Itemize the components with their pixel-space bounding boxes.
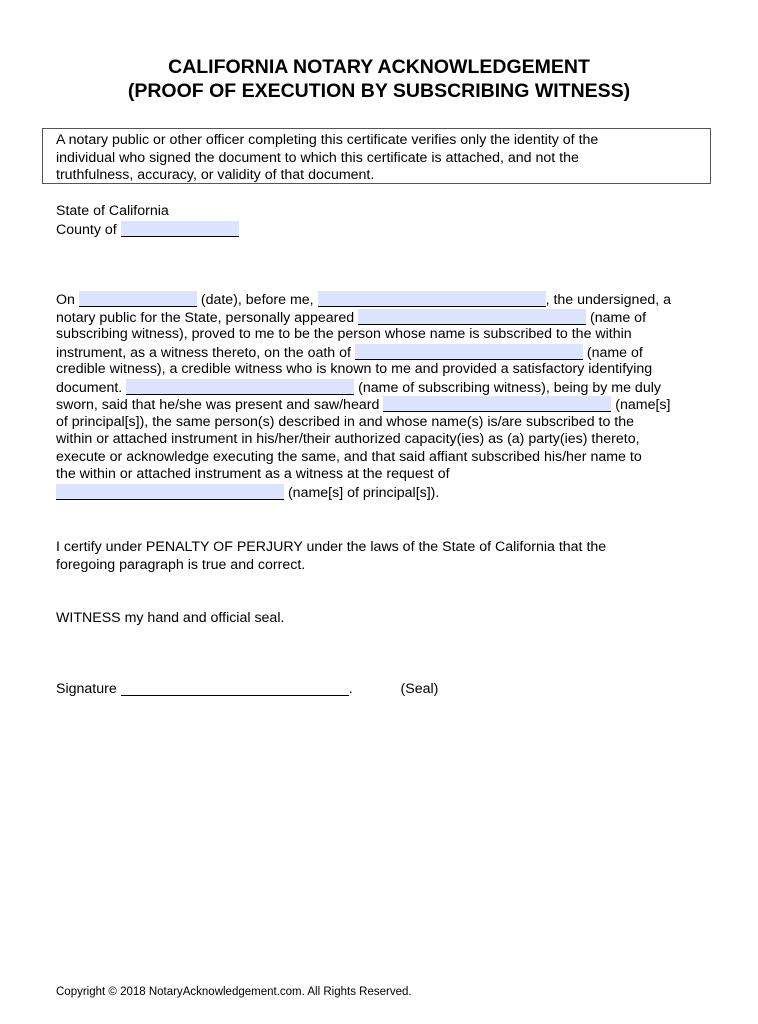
document-title: CALIFORNIA NOTARY ACKNOWLEDGEMENT <box>168 56 590 78</box>
text: On <box>56 292 75 308</box>
county-row <box>56 221 239 240</box>
text: sworn, said that he/she was present and saw/heard <box>56 397 380 413</box>
subscribing-witness-field-2[interactable] <box>126 379 354 395</box>
text: (name of <box>590 310 647 326</box>
date-field[interactable] <box>79 291 197 307</box>
text: . <box>348 681 353 697</box>
body-line <box>56 344 643 363</box>
principal-field[interactable] <box>383 396 611 412</box>
text: (date), before me, <box>200 292 314 308</box>
certify-line: foregoing paragraph is true and correct. <box>56 557 306 573</box>
principal-field-2[interactable] <box>56 484 284 500</box>
text: (name of <box>586 345 643 361</box>
body-line <box>56 291 671 310</box>
state-label: State of California <box>56 203 169 219</box>
text: (name[s] <box>615 397 671 413</box>
text: (name of subscribing witness), being by me duly <box>358 380 661 396</box>
notary-name-field[interactable] <box>318 291 546 307</box>
notice-line: truthfulness, accuracy, or validity of that document. <box>56 167 375 183</box>
body-line <box>56 309 646 328</box>
signature-field[interactable] <box>121 680 349 696</box>
text: (name[s] of principal[s]). <box>287 485 440 501</box>
body-line: within or attached instrument in his/her/their authorized capacity(ies) as (a) party(ies) thereto, <box>56 431 640 447</box>
copyright: Copyright © 2018 NotaryAcknowledgement.com. All Rights Reserved. <box>56 986 412 998</box>
signature-row <box>56 680 438 699</box>
body-line: execute or acknowledge executing the same, and that said affiant subscribed his/her name to <box>56 449 642 465</box>
county-field[interactable] <box>121 221 239 237</box>
seal-label: (Seal) <box>400 681 439 697</box>
notice-line: individual who signed the document to which this certificate is attached, and not the <box>56 149 579 166</box>
text: document. <box>56 380 123 396</box>
text: , the undersigned, a <box>545 292 671 308</box>
text: instrument, as a witness thereto, on the oath of <box>56 345 351 361</box>
subscribing-witness-field[interactable] <box>358 309 586 325</box>
body-line <box>56 484 439 503</box>
body-line: subscribing witness), proved to me to be the person whose name is subscribed to the within <box>56 326 632 342</box>
body-line: of principal[s]), the same person(s) described in and whose name(s) is/are subscribed to the <box>56 414 635 430</box>
body-line <box>56 379 661 398</box>
text: notary public for the State, personally appeared <box>56 310 355 326</box>
witness-statement: WITNESS my hand and official seal. <box>56 610 285 626</box>
body-line: credible witness), a credible witness who is known to me and provided a satisfactory identifying <box>56 361 653 377</box>
signature-label: Signature <box>56 681 117 697</box>
body-line: the within or attached instrument as a witness at the request of <box>56 466 450 482</box>
notice-box <box>42 128 711 184</box>
notice-line: A notary public or other officer completing this certificate verifies only the identity of the <box>56 132 599 148</box>
certify-line: I certify under PENALTY OF PERJURY under the laws of the State of California that the <box>56 539 607 555</box>
county-label: County of <box>56 222 117 238</box>
credible-witness-field[interactable] <box>355 344 583 360</box>
body-line <box>56 396 670 415</box>
document-subtitle: (PROOF OF EXECUTION BY SUBSCRIBING WITNESS) <box>127 80 631 102</box>
